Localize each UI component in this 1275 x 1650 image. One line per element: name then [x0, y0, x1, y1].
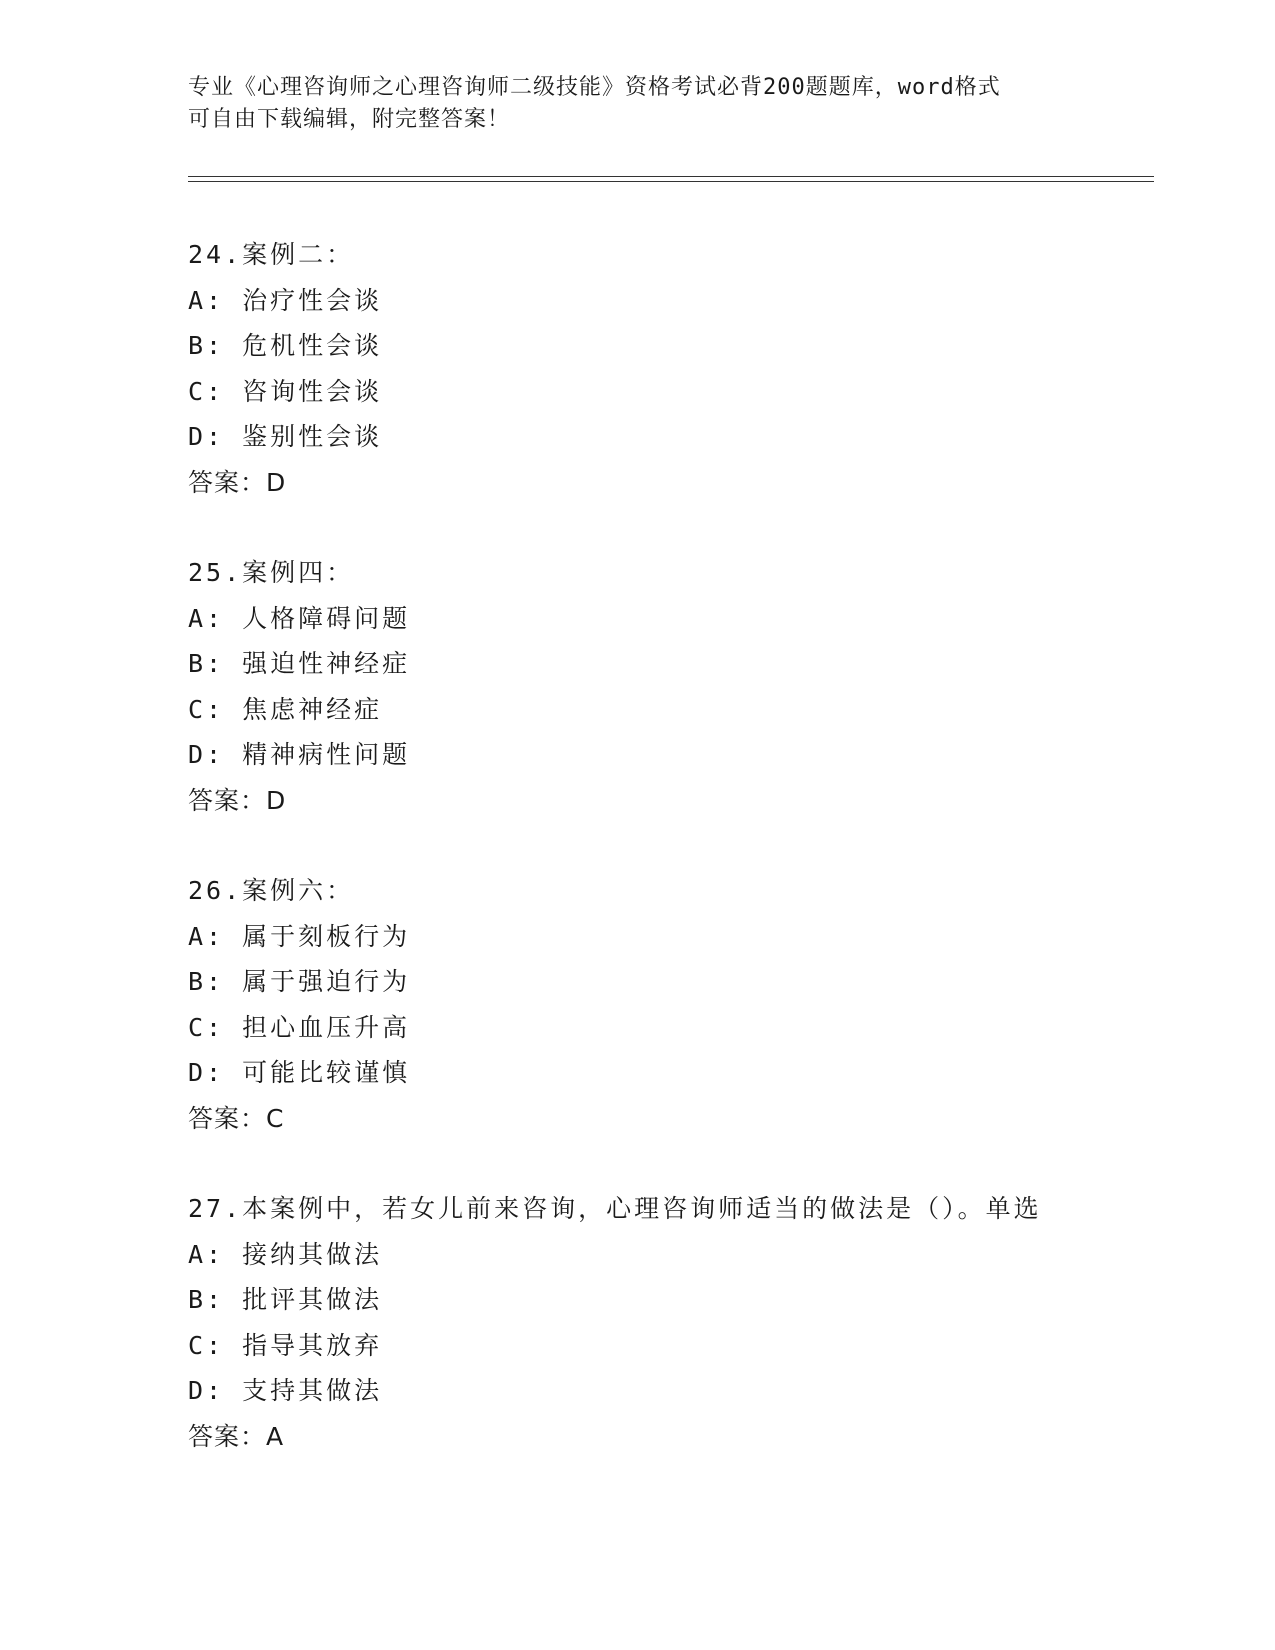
header-divider-bottom	[188, 181, 1154, 182]
option-a: A: 属于刻板行为	[188, 921, 411, 951]
question-25	[188, 550, 1188, 868]
option-a: A: 人格障碍问题	[188, 603, 411, 633]
option-a: A: 接纳其做法	[188, 1239, 383, 1269]
document-header	[188, 72, 1088, 136]
answer-label: 答案：D	[188, 785, 287, 815]
option-b: B: 危机性会谈	[188, 331, 383, 360]
option-a: A: 治疗性会谈	[188, 285, 383, 315]
option-d: D: 支持其做法	[188, 1376, 383, 1405]
option-c: C: 指导其放弃	[188, 1330, 383, 1360]
question-stem: 25.案例四：	[188, 558, 355, 587]
option-b: B: 批评其做法	[188, 1285, 383, 1314]
question-27	[188, 1186, 1188, 1504]
answer-label: 答案：A	[188, 1421, 285, 1451]
question-24	[188, 232, 1188, 550]
question-stem: 24.案例二：	[188, 240, 355, 269]
question-list	[188, 232, 1188, 1504]
header-line-1: 专业《心理咨询师之心理咨询师二级技能》资格考试必背200题题库，word格式	[188, 75, 1001, 100]
question-stem: 26.案例六：	[188, 876, 355, 905]
option-d: D: 可能比较谨慎	[188, 1058, 411, 1087]
header-divider-top	[188, 176, 1154, 177]
option-d: D: 精神病性问题	[188, 740, 411, 769]
option-c: C: 担心血压升高	[188, 1012, 411, 1042]
answer-label: 答案：D	[188, 467, 287, 497]
option-b: B: 强迫性神经症	[188, 649, 411, 678]
option-b: B: 属于强迫行为	[188, 967, 411, 996]
answer-label: 答案：C	[188, 1103, 285, 1133]
header-line-2: 可自由下载编辑，附完整答案！	[188, 107, 511, 132]
question-26	[188, 868, 1188, 1186]
option-d: D: 鉴别性会谈	[188, 422, 383, 451]
option-c: C: 咨询性会谈	[188, 376, 383, 406]
question-stem: 27.本案例中，若女儿前来咨询，心理咨询师适当的做法是（）。单选	[188, 1194, 1042, 1223]
option-c: C: 焦虑神经症	[188, 694, 383, 724]
